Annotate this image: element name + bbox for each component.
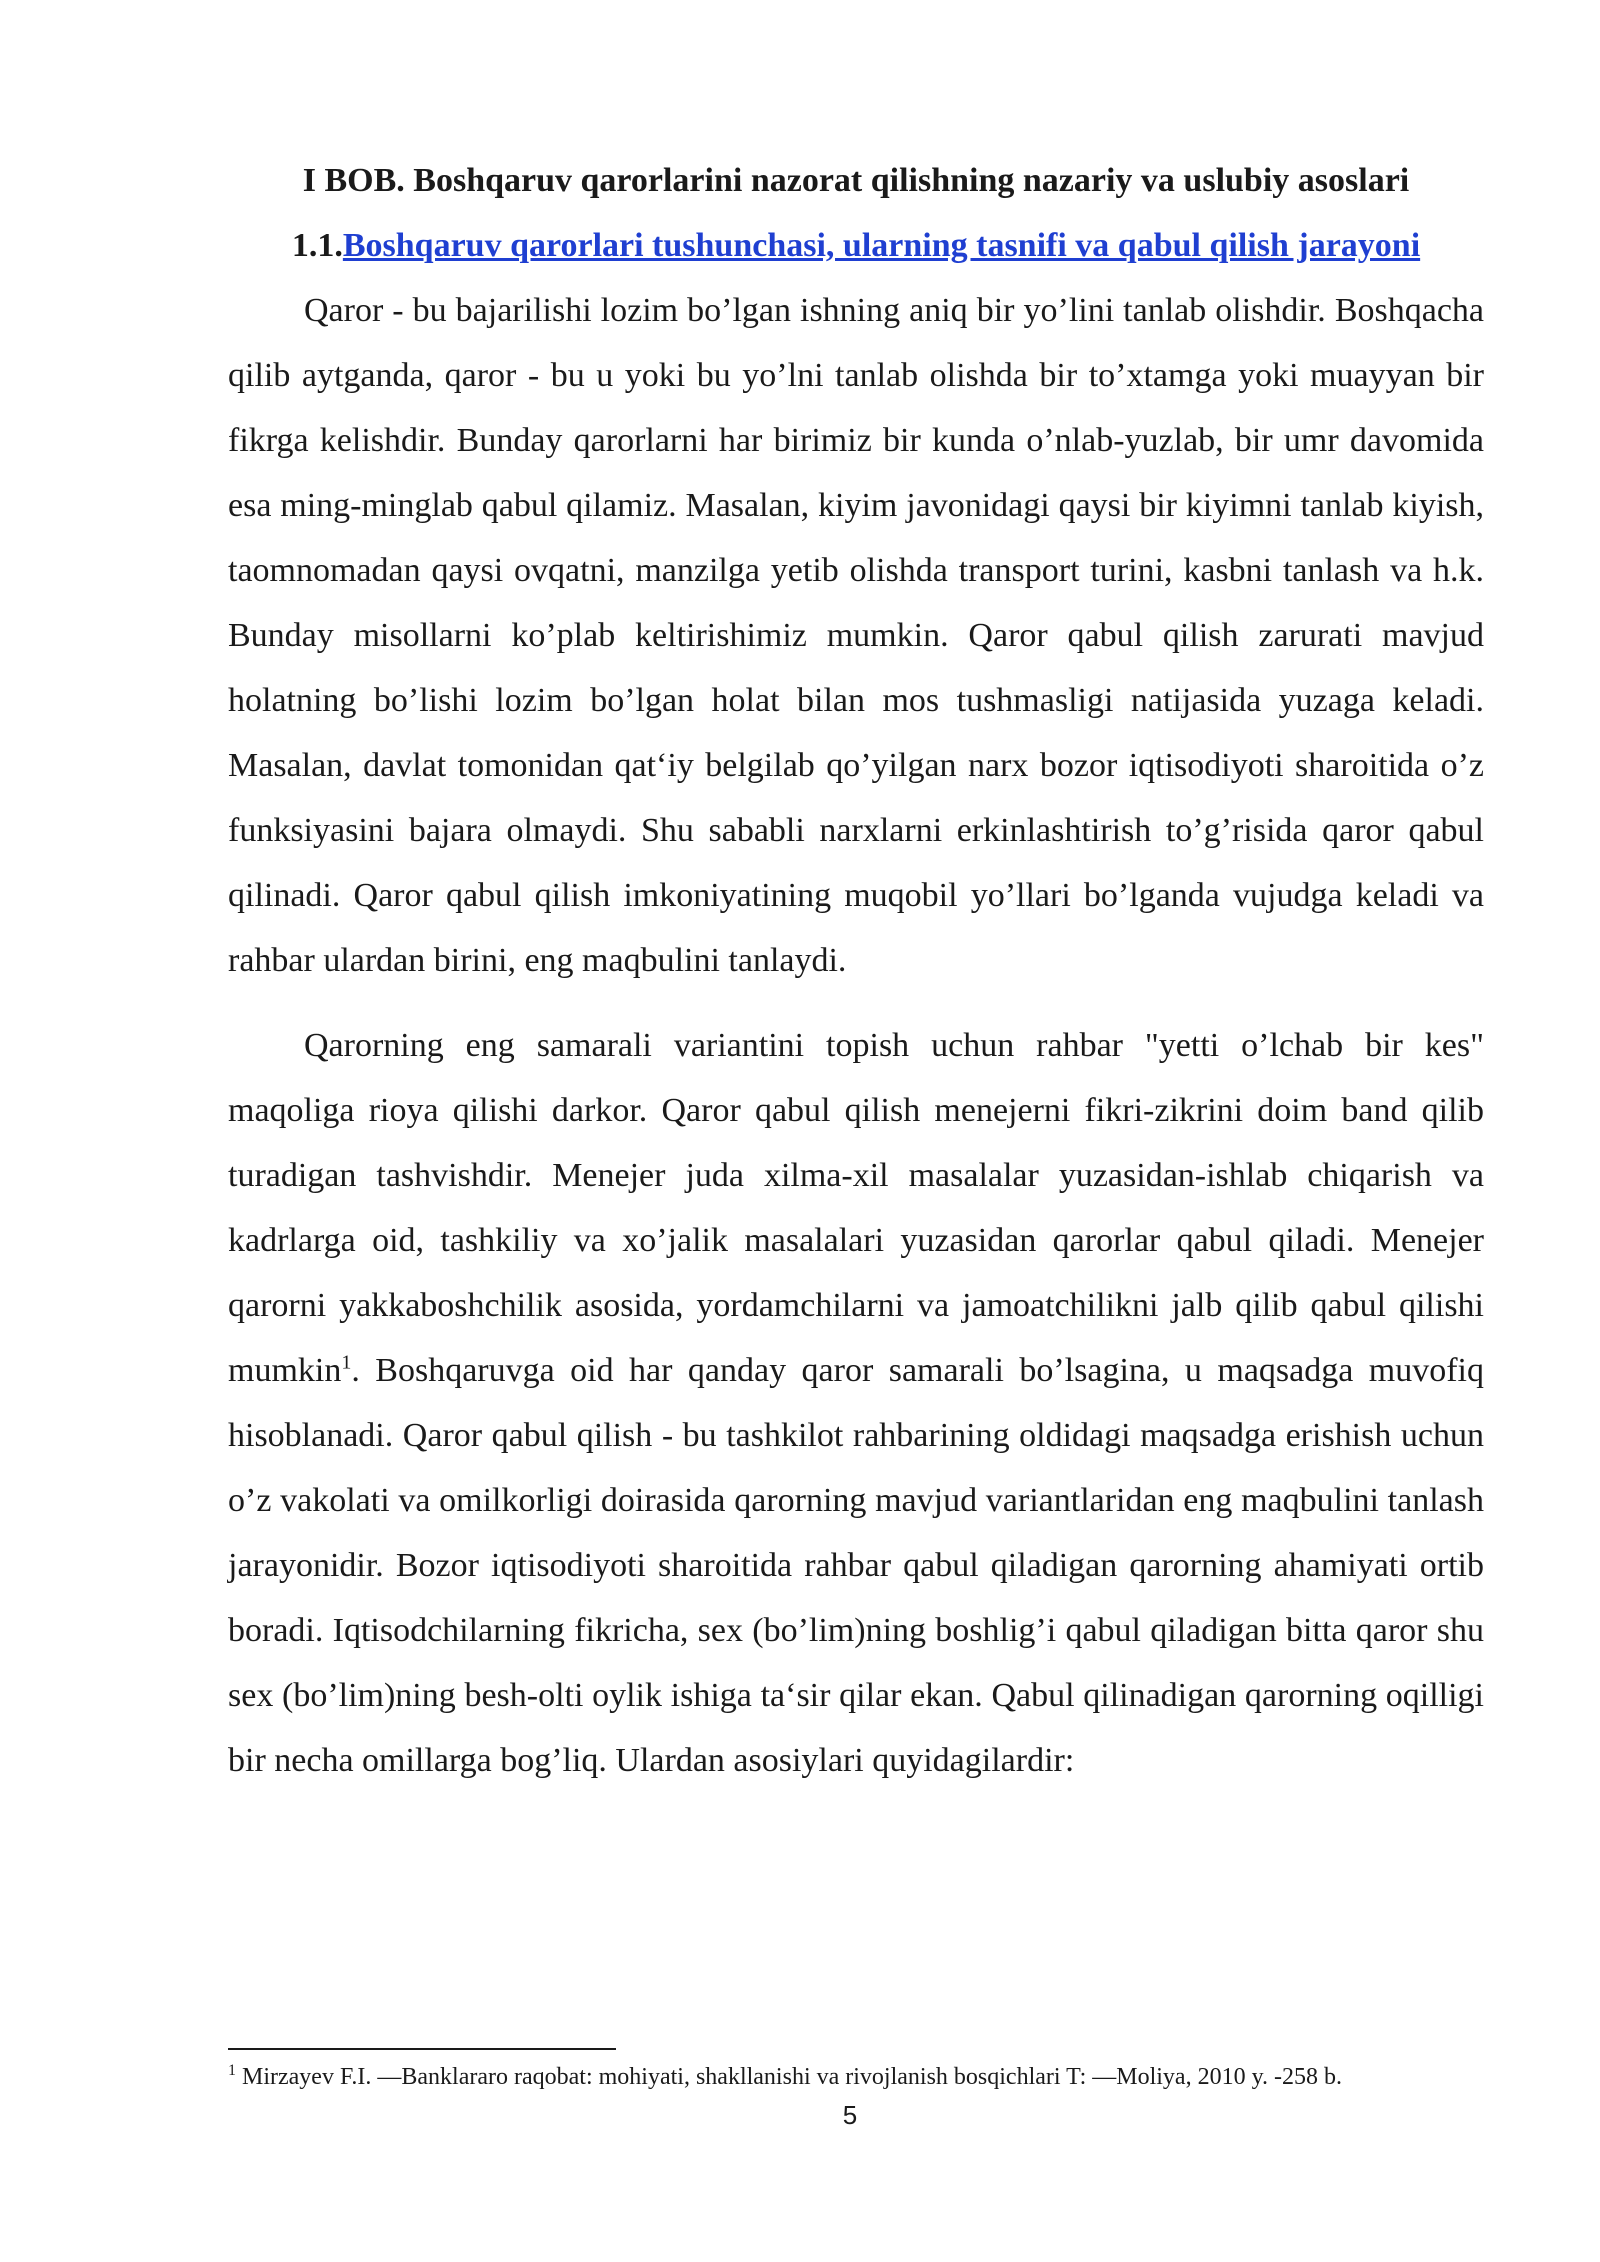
page-number: 5 [842,2100,858,2130]
chapter-title: I BOB. Boshqaruv qarorlarini nazorat qilishning nazariy va uslubiy asoslari [302,162,1410,199]
footnote-number: 1 [228,2062,236,2079]
paragraph-1: Qaror - bu bajarilishi lozim bo’lgan ishning aniq bir yo’lini tanlab olishdir. Boshqacha qilib aytganda, qaror - bu u yoki bu yo’lni tanlab olishda bir to’xtamga yoki muayyan bir fikrga kelishdir. Bunday qarorlarni har birimiz bir kunda o’nlab-yuzlab, bir umr davomida esa ming-minglab qabul qilamiz. Masalan, kiyim javonidagi qaysi bir kiyimni tanlab kiyish, taomnomadan qaysi ovqatni, manzilga yetib olishda transport turini, kasbni tanlash va h.k. Bunday misollarni ko’plab keltirishimiz mumkin. Qaror qabul qilish zarurati mavjud holatning bo’lishi lozim bo’lgan holat bilan mos tushmasligi natijasida yuzaga keladi. Masalan, davlat tomonidan qat‘iy belgilab qo’yilgan narx bozor iqtisodiyoti sharoitida o’z funksiyasini bajara olmaydi. Shu sababli narxlarni erkinlashtirish to’g’risida qaror qabul qilinadi. Qaror qabul qilish imkoniyatining muqobil yo’llari bo’lganda vujudga keladi va rahbar ulardan birini, eng maqbulini tanlaydi. [228,292,1484,979]
section-number: 1.1. [291,227,343,264]
footnote-reference[interactable]: 1 [341,1351,352,1374]
section-title-link[interactable]: Boshqaruv qarorlari tushunchasi, ularning tasnifi va qabul qilish jarayoni [342,227,1421,264]
paragraph-2-text-b: . Boshqaruvga oid har qanday qaror samarali bo’lsagina, u maqsadga muvofiq hisoblanadi. Qaror qabul qilish - bu tashkilot rahbarining oldidagi maqsadga erishish uchun o’z vakolati va omilkorligi doirasida qarorning mavjud variantlaridan eng maqbulini tanlash jarayonidir. Bozor iqtisodiyoti sharoitida rahbar qabul qiladigan qarorning ahamiyati ortib boradi. Iqtisodchilarning fikricha, sex (bo’lim)ning boshlig’i qabul qiladigan bitta qaror shu sex (bo’lim)ning besh-olti oylik ishiga ta‘sir qilar ekan. Qabul qilinadigan qarorning oqilligi bir necha omillarga bog’liq. Ulardan asosiylari quyidagilardir: [228,1352,1484,1779]
paragraph-2-text-a: Qarorning eng samarali variantini topish uchun rahbar "yetti o’lchab bir kes" maqoliga rioya qilishi darkor. Qaror qabul qilish menejerni fikri-zikrini doim band qilib turadigan tashvishdir. Menejer juda xilma-xil masalalar yuzasidan-ishlab chiqarish va kadrlarga oid, tashkiliy va xo’jalik masalalari yuzasidan qarorlar qabul qiladi. Menejer qarorni yakkaboshchilik asosida, yordamchilarni va jamoatchilikni jalb qilib qabul qilishi mumkin [228,1027,1484,1389]
section-heading [228,213,1484,278]
page-content [228,148,1484,1793]
footnote-text: Mirzayev F.I. —Banklararo raqobat: mohiyati, shakllanishi va rivojlanish bosqichlari T: —Moliya, 2010 y. -258 b. [236,2064,1343,2090]
footnote [228,2062,1528,2092]
footnote-separator [228,2048,616,2050]
paragraph-2 [228,1013,1484,1793]
